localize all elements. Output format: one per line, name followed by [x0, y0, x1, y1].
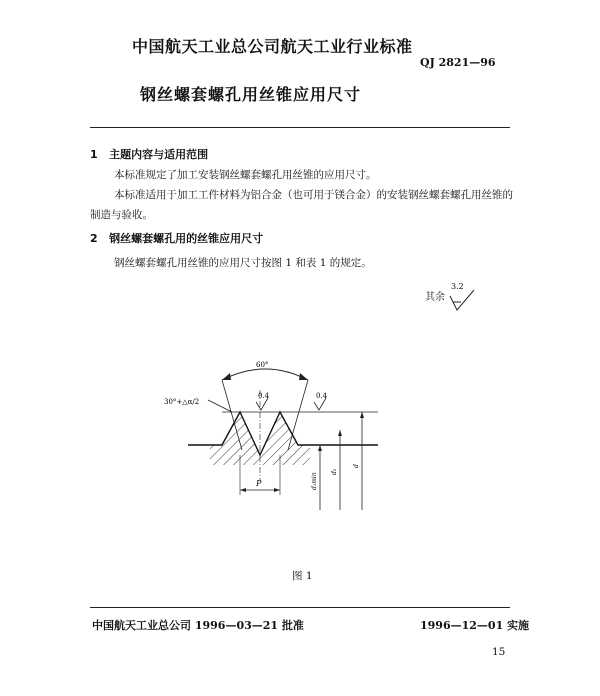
approval-date: 中国航天工业总公司 1996—03—21 批准: [92, 619, 304, 632]
footer-divider: [90, 607, 510, 608]
document-title: 钢丝螺套螺孔用丝锥应用尺寸: [140, 85, 362, 104]
paragraph: 本标准适用于加工工件材料为铝合金（也可用于镁合金）的安装钢丝螺套螺孔用丝锥的: [114, 189, 513, 201]
roughness-label-a: 0.4: [258, 392, 270, 400]
section-2-heading: [90, 230, 263, 246]
paragraph: 钢丝螺套螺孔用丝锥的应用尺寸按图 1 和表 1 的规定。: [114, 257, 372, 269]
section-number: 2: [90, 232, 98, 245]
roughness-label: 其余: [425, 292, 445, 303]
pitch-label: P: [256, 479, 262, 488]
dimension-d1: d₁min: [311, 472, 318, 490]
header-divider: [90, 127, 510, 128]
dimension-d: d: [353, 464, 360, 468]
issuing-organization: 中国航天工业总公司航天工业行业标准: [132, 37, 413, 56]
arrowhead-icon: [299, 373, 308, 380]
section-number: 1: [90, 148, 98, 161]
dimension-d2: d₂: [331, 468, 338, 475]
section-title: 钢丝螺套螺孔用的丝锥应用尺寸: [109, 232, 264, 245]
angle-label: 60°: [256, 361, 269, 369]
section-1-heading: [90, 146, 208, 162]
thread-profile-figure: [160, 350, 390, 520]
paragraph: 制造与验收。: [90, 209, 153, 221]
implementation-date: 1996—12—01 实施: [420, 619, 530, 632]
page-number: 15: [492, 646, 506, 658]
half-angle-label: 30°+△α/2: [164, 398, 200, 406]
standard-code: QJ 2821—96: [420, 56, 496, 69]
arrowhead-icon: [222, 373, 231, 380]
roughness-label-b: 0.4: [316, 392, 328, 400]
figure-caption: 图 1: [292, 570, 313, 582]
roughness-value: 3.2: [451, 282, 464, 291]
paragraph: 本标准规定了加工安装钢丝螺套螺孔用丝锥的应用尺寸。: [114, 169, 377, 181]
angle-arc: [222, 369, 308, 380]
roughness-symbol-icon: [448, 290, 478, 312]
section-title: 主题内容与适用范围: [109, 148, 209, 161]
